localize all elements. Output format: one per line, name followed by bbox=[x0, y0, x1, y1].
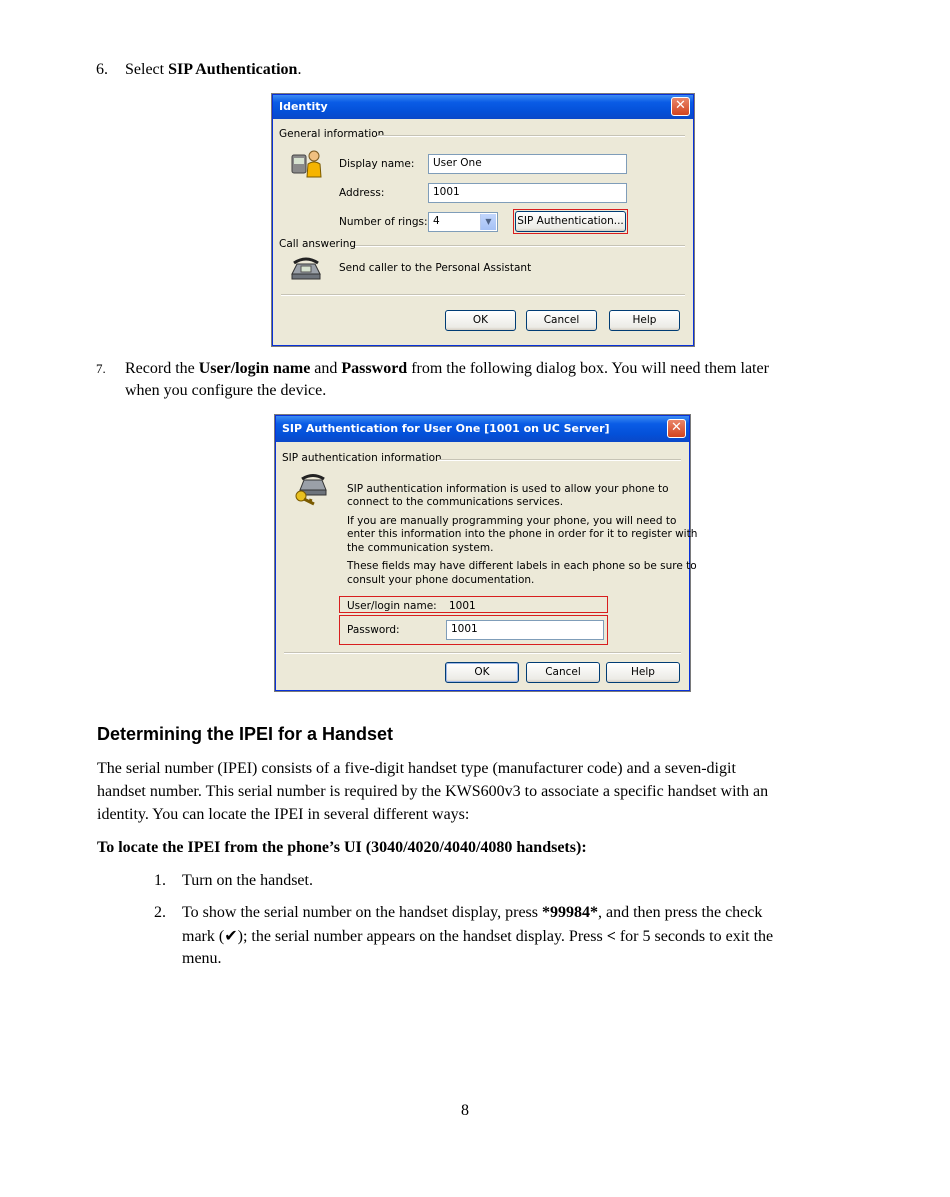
check-mark-icon: ✔ bbox=[224, 926, 238, 945]
list-item-2-number: 2. bbox=[154, 904, 166, 921]
address-label: Address: bbox=[339, 187, 385, 199]
section-paragraph-line-1: The serial number (IPEI) consists of a five-digit handset type (manufacturer code) and a seven-digit bbox=[97, 760, 736, 777]
step-6-text bbox=[125, 58, 301, 81]
user-login-value: 1001 bbox=[449, 600, 476, 612]
sip-title: SIP Authentication for User One [1001 on UC Server] bbox=[282, 422, 610, 435]
item2-l2-t1: mark ( bbox=[182, 928, 225, 945]
sip-close-button[interactable] bbox=[667, 419, 686, 438]
sip-p2-l3: the communication system. bbox=[347, 542, 494, 554]
item2-b1: *99984* bbox=[542, 904, 598, 921]
general-info-group-line bbox=[377, 135, 685, 137]
step-6-text-post: . bbox=[297, 61, 302, 78]
item2-t1: To show the serial number on the handset display, press bbox=[182, 904, 542, 921]
sip-group-line bbox=[438, 459, 681, 461]
sip-group-label: SIP authentication information bbox=[282, 452, 442, 464]
identity-help-button[interactable]: Help bbox=[609, 310, 680, 331]
sip-p3-l2: consult your phone documentation. bbox=[347, 574, 535, 586]
section-heading: Determining the IPEI for a Handset bbox=[97, 724, 394, 744]
sip-p2-l2: enter this information into the phone in order for it to register with bbox=[347, 528, 698, 540]
item2-t2: , and then press the check bbox=[598, 904, 763, 921]
step-7-number: 7. bbox=[96, 361, 106, 376]
step-6-bold: SIP Authentication bbox=[168, 61, 298, 78]
close-icon: ✕ bbox=[675, 98, 686, 113]
section-paragraph-line-3: identity. You can locate the IPEI in several different ways: bbox=[97, 806, 470, 823]
close-icon: ✕ bbox=[671, 420, 682, 435]
identity-cancel-button[interactable]: Cancel bbox=[526, 310, 597, 331]
step-7-t2: and bbox=[310, 360, 342, 377]
sip-help-button[interactable]: Help bbox=[606, 662, 680, 683]
identity-separator bbox=[281, 294, 685, 296]
call-answering-group-line bbox=[355, 245, 685, 247]
step-7-t3: from the following dialog box. You will need them later bbox=[407, 360, 769, 377]
identity-dialog bbox=[272, 94, 694, 346]
step-6-text-pre: Select bbox=[125, 61, 169, 78]
call-answer-text: Send caller to the Personal Assistant bbox=[339, 262, 532, 274]
password-input[interactable]: 1001 bbox=[446, 620, 604, 640]
item2-l2-t2: ); the serial number appears on the handset display. Press bbox=[237, 928, 607, 945]
identity-titlebar bbox=[273, 95, 693, 119]
item2-b2: < bbox=[606, 928, 616, 945]
sip-authentication-button[interactable]: SIP Authentication... bbox=[515, 211, 626, 232]
list-item-2-line-2 bbox=[182, 924, 773, 948]
list-item-2-line-1 bbox=[182, 901, 762, 924]
user-login-label: User/login name: bbox=[347, 600, 437, 612]
sip-cancel-button[interactable]: Cancel bbox=[526, 662, 600, 683]
rings-value: 4 bbox=[433, 215, 440, 227]
sip-p1-l2: connect to the communications services. bbox=[347, 496, 564, 508]
general-info-group-label: General information bbox=[279, 128, 385, 140]
sip-separator bbox=[284, 652, 681, 654]
list-item-1-text: Turn on the handset. bbox=[182, 872, 313, 889]
identity-close-button[interactable] bbox=[671, 97, 690, 116]
rings-select[interactable] bbox=[428, 212, 498, 232]
sip-ok-button[interactable]: OK bbox=[445, 662, 519, 683]
step-7-b1: User/login name bbox=[198, 360, 311, 377]
page-number: 8 bbox=[461, 1102, 469, 1119]
password-label: Password: bbox=[347, 624, 400, 636]
identity-title: Identity bbox=[279, 100, 328, 113]
display-name-input[interactable]: User One bbox=[428, 154, 627, 174]
call-answering-group-label: Call answering bbox=[279, 238, 357, 250]
sip-p2-l1: If you are manually programming your phone, you will need to bbox=[347, 515, 677, 527]
chevron-down-icon[interactable]: ▼ bbox=[480, 214, 496, 230]
identity-ok-button[interactable]: OK bbox=[445, 310, 516, 331]
rings-label: Number of rings: bbox=[339, 216, 428, 228]
sip-p1-l1: SIP authentication information is used to allow your phone to bbox=[347, 483, 669, 495]
display-name-label: Display name: bbox=[339, 158, 415, 170]
sip-button-highlight bbox=[513, 209, 628, 234]
section-paragraph-line-2: handset number. This serial number is required by the KWS600v3 to associate a specific handset with an bbox=[97, 783, 769, 800]
key-phone-icon bbox=[292, 472, 330, 506]
address-input[interactable]: 1001 bbox=[428, 183, 627, 203]
sip-titlebar bbox=[276, 416, 689, 442]
sip-p3-l1: These fields may have different labels in each phone so be sure to bbox=[347, 560, 697, 572]
list-item-2-line-3: menu. bbox=[182, 950, 222, 967]
phone-icon bbox=[289, 254, 323, 282]
step-7-t1: Record the bbox=[125, 360, 199, 377]
sip-auth-dialog bbox=[275, 415, 698, 691]
item2-l2-t3: for 5 seconds to exit the bbox=[615, 928, 774, 945]
identity-user-icon bbox=[289, 147, 325, 181]
step-7-line-1 bbox=[125, 357, 769, 380]
step-6-number: 6. bbox=[96, 61, 108, 78]
step-7-line-2: when you configure the device. bbox=[125, 382, 327, 399]
step-7-b2: Password bbox=[341, 360, 408, 377]
list-item-1-number: 1. bbox=[154, 872, 166, 889]
section-subheading: To locate the IPEI from the phone’s UI (3040/4020/4040/4080 handsets): bbox=[97, 839, 587, 856]
